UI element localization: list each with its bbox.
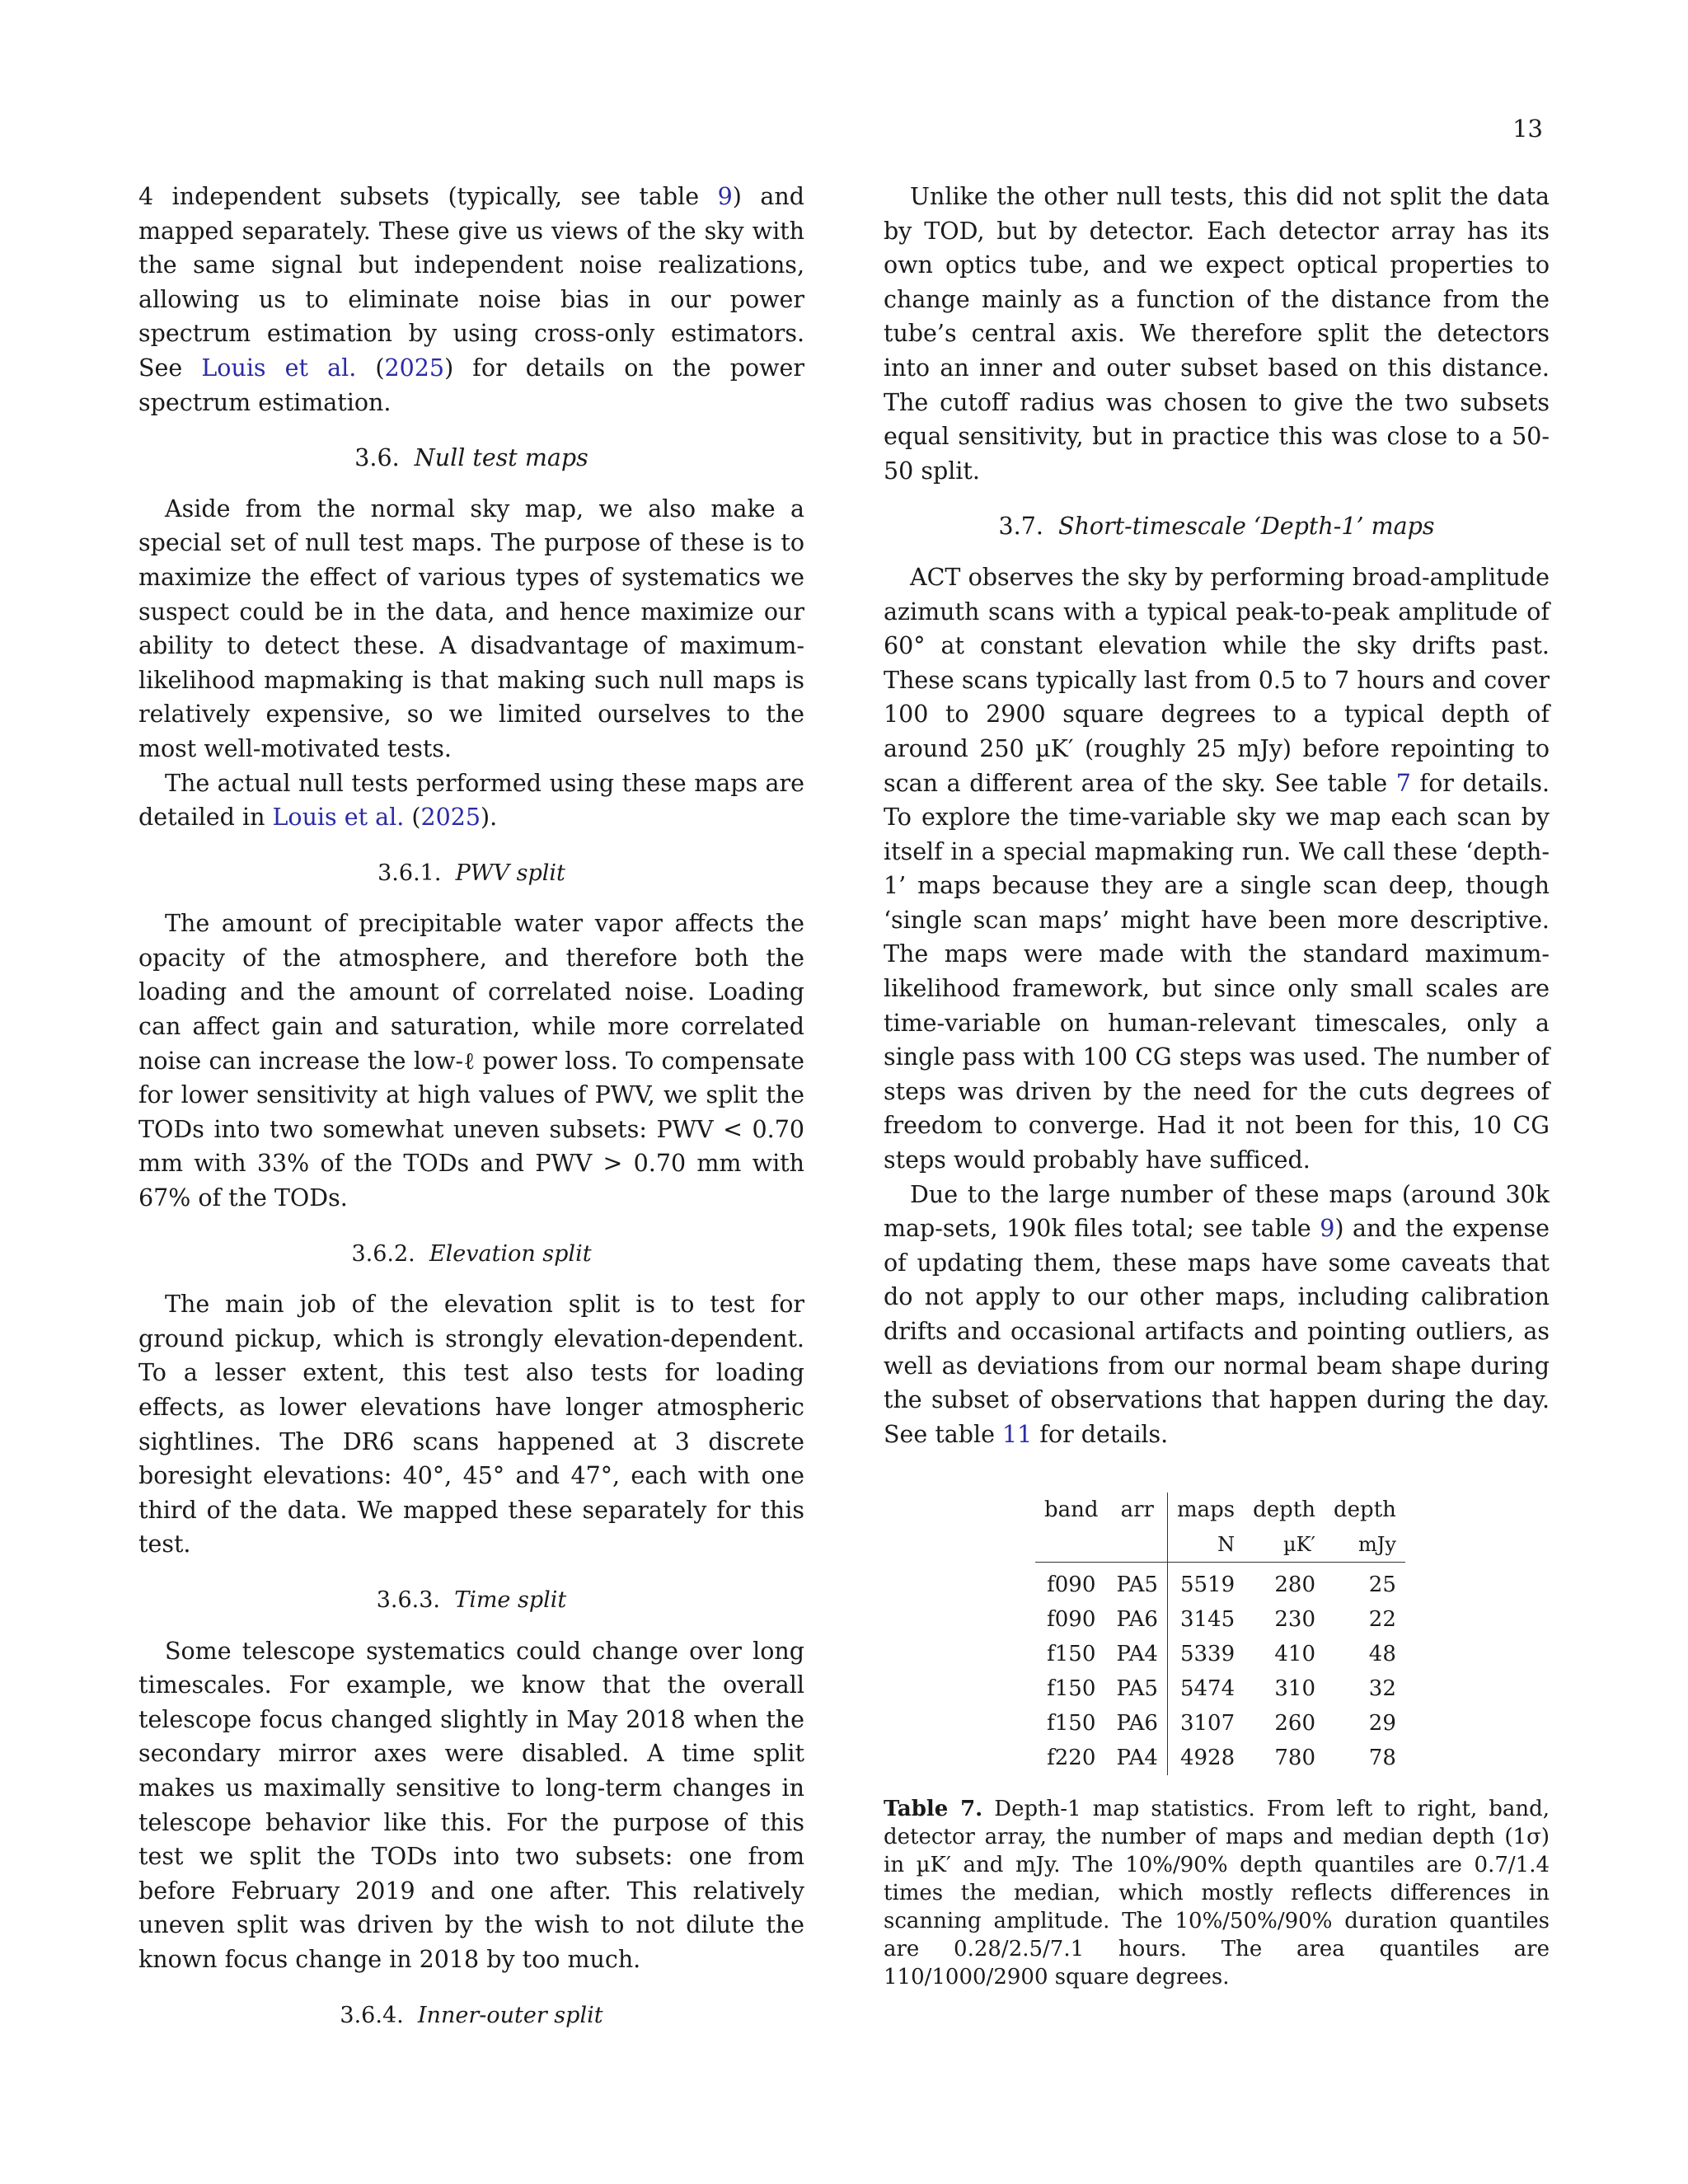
section-3-7-paragraph-1 bbox=[884, 560, 1550, 1178]
cell-depth-uk: 280 bbox=[1274, 1572, 1316, 1598]
table-7-caption bbox=[884, 1795, 1550, 1991]
louis-citation-link[interactable]: Louis et al. bbox=[272, 804, 405, 832]
table-row bbox=[1035, 1637, 1405, 1671]
text-span: The actual null tests performed using these maps are detailed in bbox=[138, 769, 804, 832]
cell-maps: 5519 bbox=[1179, 1572, 1236, 1598]
cell-arr: PA4 bbox=[1108, 1637, 1168, 1671]
table-7 bbox=[1035, 1493, 1398, 1775]
cell-maps: 3107 bbox=[1179, 1711, 1236, 1736]
inner-outer-paragraph: Unlike the other null tests, this did not split the data by TOD, but by detector. Each detector array has its own optics tube, and we expect optical properties to change mainly as a function of the distance from the tube’s central axis. We therefore split the detectors into an inner and outer subset based on this distance. The cutoff radius was chosen to give the two subsets equal sensitivity, but in practice this was close to a 50-50 split. bbox=[884, 183, 1550, 485]
cell-maps: 3145 bbox=[1179, 1607, 1236, 1633]
louis-citation-link[interactable]: Louis et al. bbox=[201, 354, 357, 382]
text-span: ( bbox=[404, 804, 421, 832]
cell-depth-mjy: 29 bbox=[1368, 1711, 1396, 1736]
cell-depth-mjy: 22 bbox=[1368, 1607, 1396, 1633]
text-span: for details. To explore the time-variable sky we map each scan by itself in a special mapmaking run. We call these ‘depth-1’ maps because they are a single scan deep, though ‘single scan maps’ might have been more descriptive. The maps were made with the standard maximum-likelihood framework, but since only small scales are time-variable on human-relevant timescales, only a single pass with 100 CG steps was used. The number of steps was driven by the need for the cuts degrees of freedom to converge. Had it not been for this, 10 CG steps would probably have sufficed. bbox=[884, 769, 1550, 1174]
cell-band: f150 bbox=[1047, 1642, 1096, 1667]
depth1-stats-table bbox=[1035, 1493, 1405, 1775]
cell-depth-uk: 310 bbox=[1274, 1676, 1316, 1702]
section-3-6-paragraph-2 bbox=[138, 766, 804, 835]
col-header-depth-uk: depth bbox=[1253, 1497, 1316, 1523]
cell-depth-mjy: 25 bbox=[1368, 1572, 1396, 1598]
section-title: Inner-outer split bbox=[417, 2002, 603, 2028]
cell-arr: PA5 bbox=[1108, 1671, 1168, 1706]
cell-band: f090 bbox=[1047, 1572, 1096, 1598]
table-row bbox=[1035, 1563, 1405, 1603]
text-span: ) and mapped separately. These give us views of the sky with the same signal but independent noise realizations, allowing us to eliminate noise bias in our power spectrum estimation by using cross-only estimators. See bbox=[138, 183, 804, 382]
cell-band: f220 bbox=[1047, 1746, 1096, 1771]
section-title: Elevation split bbox=[429, 1240, 592, 1267]
caption-text: Depth-1 map statistics. From left to right, band, detector array, the number of maps and median depth (1σ) in µK′ and mJy. The 10%/90% depth quantiles are 0.7/1.4 times the median, which mostly reflects differences in scanning amplitude. The 10%/50%/90% duration quantiles are 0.28/2.5/7.1 hours. The area quantiles are 110/1000/2900 square degrees. bbox=[884, 1797, 1550, 1990]
cell-maps: 5339 bbox=[1179, 1642, 1236, 1667]
cell-depth-uk: 410 bbox=[1274, 1642, 1316, 1667]
cell-maps: 5474 bbox=[1179, 1676, 1236, 1702]
unit-arr bbox=[1108, 1527, 1168, 1563]
table-row bbox=[1035, 1706, 1405, 1741]
section-number: 3.7. bbox=[998, 513, 1043, 541]
table-9-link[interactable]: 9 bbox=[717, 183, 733, 210]
section-title: Null test maps bbox=[414, 444, 588, 472]
section-number: 3.6.1. bbox=[377, 860, 442, 886]
cell-arr: PA4 bbox=[1108, 1741, 1168, 1775]
text-span: ) and the expense of updating them, these maps have some caveats that do not apply to our other maps, including calibration drifts and occasional artifacts and pointing outliers, as well as deviations from our normal beam shape during the subset of observations that happen during the day. See table bbox=[884, 1215, 1550, 1448]
cell-depth-mjy: 48 bbox=[1368, 1642, 1396, 1667]
section-3-6-4-heading bbox=[138, 1999, 804, 2033]
text-span: ) for details on the power spectrum estimation. bbox=[138, 354, 804, 416]
cell-maps: 4928 bbox=[1179, 1746, 1236, 1771]
col-header-maps: maps bbox=[1176, 1497, 1236, 1523]
section-number: 3.6. bbox=[354, 444, 400, 472]
cell-depth-mjy: 32 bbox=[1368, 1676, 1396, 1702]
section-3-6-1-paragraph: The amount of precipitable water vapor affects the opacity of the atmosphere, and therefore both the loading and the amount of correlated noise. Loading can affect gain and saturation, while more correlated noise can increase the low-ℓ power loss. To compensate for lower sensitivity at high values of PWV, we split the TODs into two somewhat uneven subsets: PWV < 0.70 mm with 33% of the TODs and PWV > 0.70 mm with 67% of the TODs. bbox=[138, 910, 804, 1212]
cell-depth-uk: 260 bbox=[1274, 1711, 1316, 1736]
section-3-6-paragraph-1: Aside from the normal sky map, we also make a special set of null test maps. The purpose of these is to maximize the effect of various types of systematics we suspect could be in the data, and hence maximize our ability to detect these. A disadvantage of maximum-likelihood mapmaking is that making such null maps is relatively expensive, so we limited ourselves to the most well-motivated tests. bbox=[138, 494, 804, 762]
section-title: PWV split bbox=[455, 860, 565, 886]
section-3-6-3-paragraph: Some telescope systematics could change over long timescales. For example, we know that the overall telescope focus changed slightly in May 2018 when the secondary mirror axes were disabled. A time split makes us maximally sensitive to long-term changes in telescope behavior like this. For the purpose of this test we split the TODs into two subsets: one from before February 2019 and one after. This relatively uneven split was driven by the wish to not dilute the known focus change in 2018 by too much. bbox=[138, 1637, 804, 1973]
page-number: 13 bbox=[1512, 115, 1543, 143]
cell-arr: PA6 bbox=[1108, 1706, 1168, 1741]
table-9-link[interactable]: 9 bbox=[1320, 1215, 1335, 1243]
right-column bbox=[884, 180, 1550, 1991]
table-header-row bbox=[1035, 1493, 1405, 1527]
section-number: 3.6.4. bbox=[340, 2002, 404, 2028]
cell-band: f090 bbox=[1047, 1607, 1096, 1633]
section-title: Time split bbox=[454, 1586, 567, 1613]
section-3-7-heading bbox=[884, 509, 1550, 544]
left-column bbox=[138, 180, 804, 2049]
section-3-7-paragraph-2 bbox=[884, 1178, 1550, 1452]
table-11-link[interactable]: 11 bbox=[1002, 1420, 1033, 1448]
cell-depth-uk: 780 bbox=[1274, 1746, 1316, 1771]
cell-arr: PA5 bbox=[1108, 1563, 1168, 1603]
intro-paragraph bbox=[138, 180, 804, 419]
table-row bbox=[1035, 1671, 1405, 1706]
section-number: 3.6.3. bbox=[376, 1586, 441, 1613]
section-3-6-1-heading bbox=[138, 856, 804, 891]
table-units-row bbox=[1035, 1527, 1405, 1563]
cell-arr: PA6 bbox=[1108, 1602, 1168, 1637]
section-3-6-heading bbox=[138, 441, 804, 476]
section-number: 3.6.2. bbox=[351, 1240, 415, 1267]
table-row bbox=[1035, 1741, 1405, 1775]
section-title: Short-timescale ‘Depth-1’ maps bbox=[1058, 513, 1435, 541]
text-span: 4 independent subsets (typically, see table bbox=[138, 183, 718, 210]
text-span: ( bbox=[356, 354, 385, 382]
text-span: for details. bbox=[1032, 1420, 1169, 1448]
col-header-arr: arr bbox=[1108, 1493, 1168, 1527]
unit-maps: N bbox=[1217, 1533, 1236, 1557]
unit-depth-mjy: mJy bbox=[1357, 1533, 1396, 1557]
cell-band: f150 bbox=[1047, 1711, 1096, 1736]
caption-label: Table 7. bbox=[884, 1797, 983, 1822]
table-7-link[interactable]: 7 bbox=[1395, 769, 1411, 797]
col-header-band: band bbox=[1044, 1497, 1099, 1523]
cell-band: f150 bbox=[1047, 1676, 1096, 1702]
unit-band bbox=[1035, 1527, 1108, 1563]
section-3-6-2-paragraph: The main job of the elevation split is to test for ground pickup, which is strongly elevation-dependent. To a lesser extent, this test also tests for loading effects, as lower elevations have longer atmospheric sightlines. The DR6 scans happened at 3 discrete boresight elevations: 40°, 45° and 47°, each with one third of the data. We mapped these separately for this test. bbox=[138, 1291, 804, 1558]
unit-depth-uk: µK′ bbox=[1283, 1533, 1316, 1557]
section-3-6-3-heading bbox=[138, 1583, 804, 1618]
text-span: ACT observes the sky by performing broad-amplitude azimuth scans with a typical peak-to-peak amplitude of 60° at constant elevation while the sky drifts past. These scans typically last from 0.5 to 7 hours and cover 100 to 2900 square degrees to a typical depth of around 250 µK′ (roughly 25 mJy) before repointing to scan a different area of the sky. See table bbox=[884, 563, 1550, 797]
cell-depth-uk: 230 bbox=[1274, 1607, 1316, 1633]
table-row bbox=[1035, 1602, 1405, 1637]
section-3-6-2-heading bbox=[138, 1237, 804, 1272]
col-header-depth-mjy: depth bbox=[1334, 1497, 1396, 1523]
louis-year-link[interactable]: 2025 bbox=[420, 804, 481, 832]
text-span: Due to the large number of these maps (around 30k map-sets, 190k files total; see table bbox=[884, 1180, 1550, 1243]
cell-depth-mjy: 78 bbox=[1368, 1746, 1396, 1771]
louis-year-link[interactable]: 2025 bbox=[384, 354, 445, 382]
text-span: ). bbox=[481, 804, 498, 832]
